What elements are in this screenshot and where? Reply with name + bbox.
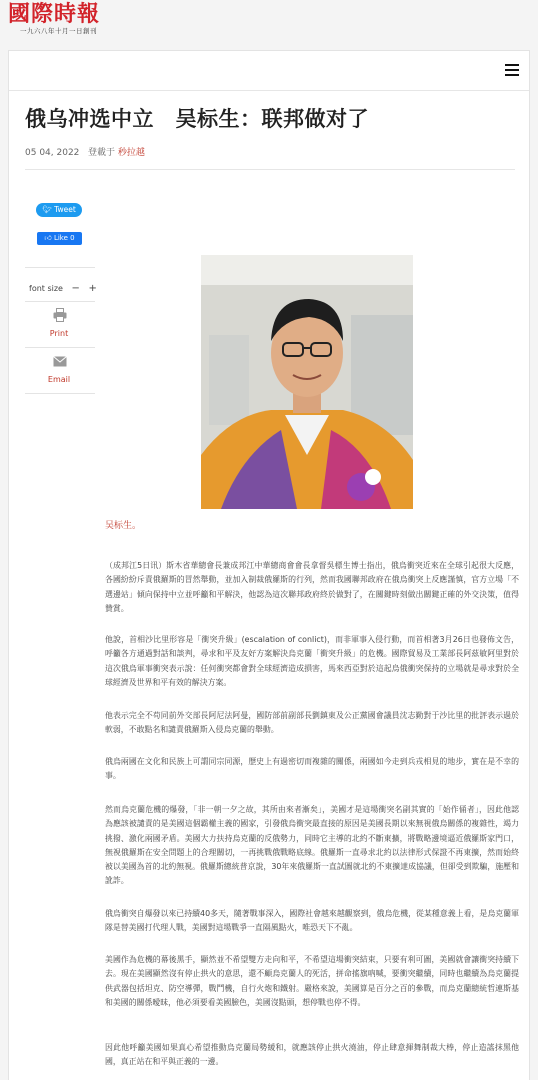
article-paragraph: 他說，首相沙比里形容是「衝突升級」(escalation of conlict)，而非軍事入侵行動，而首相著3月26日也發佈文告，呼籲各方通過對話和談判，尋求和平及友好方案解決烏克蘭「衝突升級」的危機。國際貿易及工業部長阿茲敏阿里對於這次俄烏軍事衝突表示說：任何衝突都會對全球經濟造成損害，馬來西亞對於這起烏俄衝突保持的立場就是尋求對於全球經濟及世界和平有效的解決方案。: [105, 635, 519, 687]
article-paragraph: （成邦江5日讯）斯木省華總會長兼成邦江中華總商會會長拿督吳標生博士指出，俄烏衝突近來在全球引起很大反應，各國紛紛斥責俄羅斯的冒然舉動，並加入制裁俄羅斯的行列，然而我國聯邦政府在俄烏衝突上反應謹慎，官方立場「不選邊站」傾向保持中立並呼籲和平解決，他認為這次聯邦政府終於做對了，在關鍵時刻做出關鍵正確的外交決策，值得贊賞。: [105, 561, 519, 613]
article-photo: [201, 255, 413, 509]
sidebar-divider: [25, 347, 95, 348]
printer-icon[interactable]: [53, 308, 67, 322]
posted-by-label: 登載于: [88, 148, 116, 158]
facebook-like-button[interactable]: [37, 232, 82, 245]
tweet-button[interactable]: [36, 203, 82, 217]
font-size-label: font size: [29, 284, 63, 293]
sidebar-divider: [25, 267, 95, 268]
print-link[interactable]: Print: [49, 329, 69, 338]
font-size-control: [29, 283, 97, 294]
article-card: [8, 50, 530, 1080]
article-paragraph: 然而烏克蘭危機的爆發，「非一朝一夕之故，其所由來者漸矣」，美國才是這場衝突名副其實的「始作俑者」，因此他認為應該被譴責的是美國這個霸權主義的國家，引發俄烏衝突最直接的原因是美國長期以來無視俄烏關係的複雜性，竭力挑撥、激化兩國矛盾。美國大力扶持烏克蘭的反俄勢力，同時它主導的北約不斷東擴，將戰略邊境逼近俄羅斯家門口，無視俄羅斯在安全問題上的合理關切，一再挑戰俄戰略底線。俄羅斯一直尋求北約以法律形式保證不再東擴，然而始終被以美國為首的北約無視。俄羅斯總統普京說，30年來俄羅斯一直試圖就北約不東擴達成協議，但卻受到欺騙，施壓和訛詐。: [105, 805, 519, 886]
article-paragraph: 美國作為危機的幕後黑手，顯然並不希望雙方走向和平，不希望這場衝突結束，只要有利可圖，美國就會讓衝突持續下去。現在美國顯然沒有停止拱火的意思，還不顧烏克蘭人的死活，拼命搖旗吶喊，要衝突繼續，同時也繼續為烏克蘭提供武器包括坦克、防空導彈，戰鬥機，自行火炮和鐵射。嚴格來說，美國算是百分之百的參戰，而烏克蘭總統哲連斯基和美國的關係曖昧，他必須要看美國臉色，美國沒點頭，想停戰也停不得。: [105, 955, 519, 1007]
article-paragraph: 因此他呼籲美國如果真心希望推動烏克蘭局勢緩和，就應該停止拱火澆油，停止肆意揮舞制裁大棒，停止造謠抹黑他國，真正站在和平與正義的一邊。: [105, 1043, 519, 1067]
article-meta: [25, 145, 145, 158]
site-logo[interactable]: 國際時報: [8, 1, 101, 27]
photo-caption: 吴标生。: [105, 521, 142, 531]
masthead: [0, 0, 538, 48]
hamburger-menu-icon[interactable]: [505, 64, 519, 76]
article-paragraph: 俄烏衝突自爆發以來已持續40多天，隨著戰事深入，國際社會越來越觀察到，俄烏危機，從某種意義上看，是烏克蘭軍隊是替美國打代理人戰，美國對這場戰爭一直隔風點火，唯恐天下不亂。: [105, 909, 519, 933]
email-link[interactable]: Email: [47, 375, 71, 384]
article-paragraph: 俄烏兩國在文化和民族上可謂同宗同源，歷史上有過密切而複雜的關係，兩國如今走到兵戎相見的地步，實在是不幸的事。: [105, 757, 519, 781]
article-paragraph: 他表示完全不苟同前外交部長阿尼法阿曼，國防部前副部長劉鎮東及公正黨國會議員沈志勤對于沙比里的批評表示過於軟弱，不敢點名和譴責俄羅斯入侵烏克蘭的舉動。: [105, 711, 519, 735]
sidebar-divider: [25, 393, 95, 394]
twitter-bird-icon: 🐦︎: [42, 205, 52, 214]
top-navbar: [9, 51, 529, 91]
portrait-image: [201, 255, 413, 509]
font-decrease-button[interactable]: −: [71, 283, 80, 294]
envelope-icon[interactable]: [53, 356, 67, 367]
article-date: 05 04, 2022: [25, 148, 80, 158]
font-increase-button[interactable]: +: [88, 283, 97, 294]
facebook-like-icon: 👍︎: [44, 234, 52, 242]
article-title: 俄乌冲选中立 吴标生：联邦做对了: [25, 107, 369, 131]
sidebar-divider: [25, 301, 95, 302]
title-divider: [25, 169, 515, 170]
tweet-label: Tweet: [54, 205, 76, 214]
like-label: Like 0: [53, 234, 75, 242]
logo-subtitle: 一九六八年十月一日創刊: [20, 27, 97, 35]
author-link[interactable]: 秒拉越: [117, 148, 145, 158]
